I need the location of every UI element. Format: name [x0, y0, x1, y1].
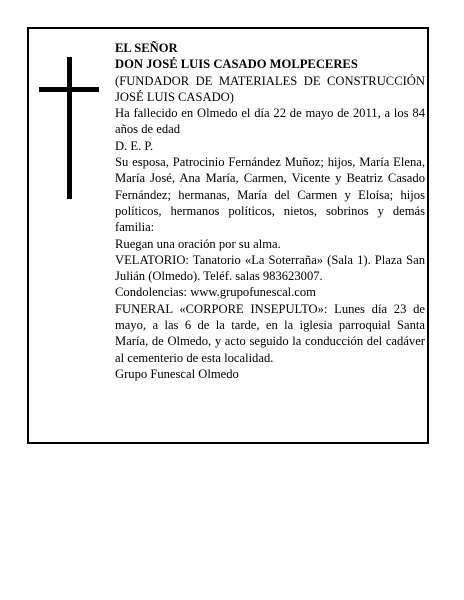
notice-heading: EL SEÑOR	[115, 41, 178, 55]
obituary-notice	[27, 27, 429, 444]
funeral-home-signature: Grupo Funescal Olmedo	[115, 366, 239, 381]
cross-horizontal-bar	[39, 87, 99, 92]
prayer-request: Ruegan una oración por su alma.	[115, 236, 281, 251]
notice-text	[115, 40, 425, 382]
funeral-details: FUNERAL «CORPORE INSEPULTO»: Lunes día 23 de mayo, a las 6 de la tarde, en la iglesia parroquial Santa María, de Olmedo, y acto seguido la conducción del cadáver al cementerio de esta localidad.	[115, 301, 425, 365]
deceased-role: (FUNDADOR DE MATERIALES DE CONSTRUCCIÓN JOSÉ LUIS CASADO)	[115, 73, 425, 104]
deceased-name: DON JOSÉ LUIS CASADO MOLPECERES	[115, 57, 358, 72]
family-list: Su esposa, Patrocinio Fernández Muñoz; hijos, María Elena, María José, Ana María, Carmen, Vicente y Beatriz Casado Fernández; hermanas, María del Carmen y Eloísa; hijos políticos, hermanos políticos, nietos, sobrinos y demás familia:	[115, 155, 425, 235]
cross-vertical-bar	[67, 57, 72, 199]
death-announcement: Ha fallecido en Olmedo el día 22 de mayo de 2011, a los 84 años de edad	[115, 106, 425, 137]
wake-details: VELATORIO: Tanatorio «La Soterraña» (Sala 1). Plaza San Julián (Olmedo). Teléf. salas 983623007.	[115, 252, 425, 284]
condolences-website: Condolencias: www.grupofunescal.com	[115, 285, 316, 300]
rest-in-peace: D. E. P.	[115, 138, 154, 153]
cross-icon	[39, 57, 99, 199]
